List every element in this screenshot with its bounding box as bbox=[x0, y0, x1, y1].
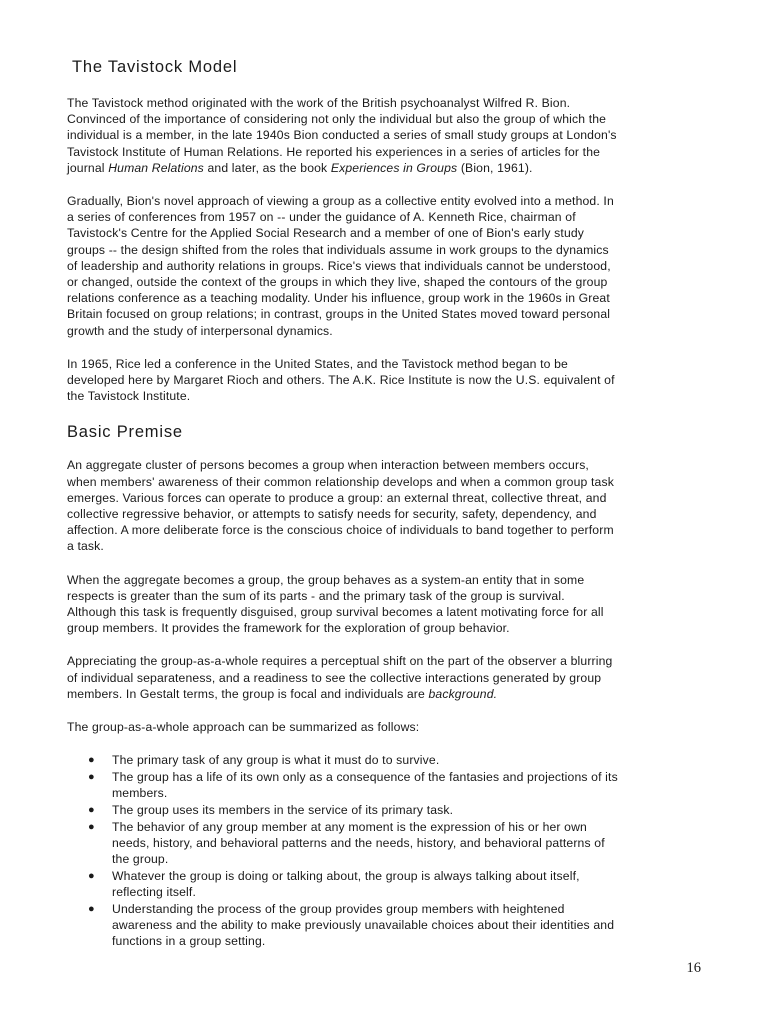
list-item-text: The group has a life of its own only as a consequence of the fantasies and projections of its members. bbox=[112, 770, 618, 801]
list-item-text: The group uses its members in the service of its primary task. bbox=[112, 802, 454, 817]
bullet-icon: ● bbox=[88, 869, 95, 882]
list-item bbox=[67, 752, 697, 768]
bullet-icon: ● bbox=[88, 803, 95, 816]
heading-basic-premise: Basic Premise bbox=[67, 423, 183, 442]
italic-experiences-in-groups: Experiences in Groups bbox=[330, 160, 458, 175]
paragraph-summary-intro: The group-as-a-whole approach can be summarized as follows: bbox=[67, 720, 420, 735]
list-item-text: Understanding the process of the group provides group members with heightened awareness and the ability to make previously unavailable choices about their identities and functions in a group setting. bbox=[112, 901, 615, 949]
paragraph-origin-text-b: and later, as the book bbox=[203, 160, 331, 175]
bullet-icon: ● bbox=[88, 754, 95, 767]
bullet-icon: ● bbox=[88, 902, 95, 915]
paragraph-aggregate: An aggregate cluster of persons becomes a group when interaction between members occurs, when members' awareness of their common relationship develops and when a common group task emerges. Various forces can operate to produce a group: an external threat, collective threat, and collective regressive behavior, or attempts to satisfy needs for security, safety, dependency, and affection. A more deliberate force is the conscious choice of individuals to band together to perform a task. bbox=[67, 458, 614, 554]
summary-list bbox=[67, 752, 697, 949]
paragraph-group-as-whole bbox=[67, 653, 697, 702]
list-item bbox=[67, 868, 697, 900]
paragraph-method-evolution: Gradually, Bion's novel approach of viewing a group as a collective entity evolved into a method. In a series of conferences from 1957 on -- under the guidance of A. Kenneth Rice, chairman of Tavistock's Centre for the Applied Social Research and a member of one of Bion's early study groups -- the design shifted from the roles that individuals assume in work groups to the dynamics of leadership and authority relations in groups. Rice's views that individuals cannot be understood, or changed, outside the context of the groups in which they live, shaped the contours of the group relations conference as a teaching modality. Under his influence, group work in the 1960s in Great Britain focused on group relations; in contrast, groups in the United States moved toward personal growth and the study of interpersonal dynamics. bbox=[67, 194, 614, 338]
italic-background: background. bbox=[428, 686, 498, 701]
heading-tavistock-model: The Tavistock Model bbox=[72, 58, 238, 76]
list-item-text: Whatever the group is doing or talking about, the group is always talking about itself, reflecting itself. bbox=[112, 868, 580, 899]
list-item bbox=[67, 901, 697, 950]
page-number: 16 bbox=[686, 960, 701, 976]
list-item-text: The behavior of any group member at any moment is the expression of his or her own needs, history, and behavioral patterns and the needs, history, and behavioral patterns of the group. bbox=[112, 819, 605, 867]
paragraph-rice-1965: In 1965, Rice led a conference in the United States, and the Tavistock method began to be developed here by Margaret Rioch and others. The A.K. Rice Institute is now the U.S. equivalent of the Tavistock Institute. bbox=[67, 356, 615, 404]
bullet-icon: ● bbox=[88, 820, 95, 833]
paragraph-group-as-whole-text: Appreciating the group-as-a-whole requires a perceptual shift on the part of the observer a blurring of individual separateness, and a readiness to see the collective interactions generated by group members. In Gestalt terms, the group is focal and individuals are bbox=[67, 654, 613, 701]
list-item bbox=[67, 819, 697, 868]
paragraph-system: When the aggregate becomes a group, the group behaves as a system-an entity that in some respects is greater than the sum of its parts - and the primary task of the group is survival. Although this task is frequently disguised, group survival becomes a latent motivating force for all group members. It provides the framework for the exploration of group behavior. bbox=[67, 572, 604, 636]
paragraph-origin-text-c: (Bion, 1961). bbox=[457, 160, 533, 175]
list-item bbox=[67, 802, 697, 818]
paragraph-origin bbox=[67, 95, 697, 176]
italic-human-relations: Human Relations bbox=[108, 160, 204, 175]
paragraph-origin-text-a: The Tavistock method originated with the work of the British psychoanalyst Wilfred R. Bion. Convinced of the importance of considering not only the individual but also the group of which the individual is a member, in the late 1940s Bion conducted a series of small study groups at London's Tavistock Institute of Human Relations. He reported his experiences in a series of articles for the journal bbox=[67, 96, 617, 175]
document-page bbox=[67, 56, 697, 950]
list-item bbox=[67, 769, 697, 801]
list-item-text: The primary task of any group is what it must do to survive. bbox=[112, 753, 440, 768]
bullet-icon: ● bbox=[88, 771, 95, 783]
